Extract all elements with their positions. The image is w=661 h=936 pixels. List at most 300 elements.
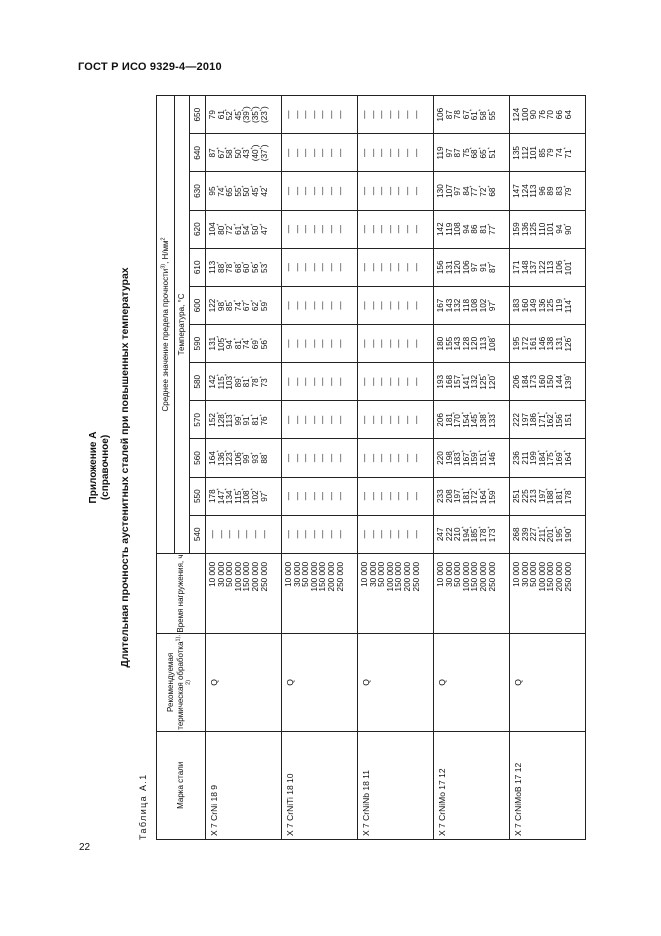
strength-value: 79 <box>546 148 556 158</box>
strength-values-cell <box>358 325 434 363</box>
strength-value: — <box>335 453 345 463</box>
strength-value: — <box>233 530 243 539</box>
strength-value: — <box>318 110 328 119</box>
strength-value: — <box>335 148 345 157</box>
strength-value: — <box>335 301 345 310</box>
strength-value: — <box>284 530 293 539</box>
strength-value: 50* <box>250 223 260 235</box>
strength-value: — <box>411 530 421 539</box>
strength-value: 85* <box>224 299 235 312</box>
strength-value: (37*) <box>258 144 269 162</box>
strength-values-cell <box>510 286 586 324</box>
strength-value: — <box>377 186 387 196</box>
strength-value: 125 <box>529 222 539 237</box>
strength-values-cell <box>434 515 510 553</box>
loading-time-value: 250 000 <box>259 561 269 592</box>
strength-value: — <box>368 148 378 157</box>
strength-value: 94 <box>554 224 564 234</box>
strength-value: — <box>284 225 293 234</box>
strength-value: 197 <box>520 413 530 427</box>
col-header-time: Время нагружения, ч <box>157 553 206 633</box>
loading-time-value: 250 000 <box>563 561 573 592</box>
strength-value: 135 <box>512 146 521 160</box>
strength-values-cell <box>434 325 510 363</box>
strength-value: 190* <box>562 526 573 543</box>
strength-value: — <box>368 263 378 272</box>
loading-time-value: 150 000 <box>470 561 480 592</box>
strength-value: 157 <box>453 374 463 389</box>
strength-value: — <box>318 148 328 157</box>
strength-value: 185* <box>469 526 480 543</box>
strength-value: 101* <box>562 259 573 276</box>
strength-value: — <box>292 110 302 119</box>
strength-values-cell <box>206 401 282 439</box>
strength-value: — <box>292 415 302 424</box>
strength-value: — <box>394 225 404 234</box>
strength-value: — <box>394 110 404 119</box>
strength-value: 112 <box>520 146 530 160</box>
strength-value: — <box>360 415 369 424</box>
strength-value: — <box>242 530 252 539</box>
strength-value: 159* <box>486 488 497 505</box>
strength-value: 56* <box>250 261 260 273</box>
strength-value: — <box>394 263 404 272</box>
strength-value: — <box>301 186 311 196</box>
strength-value: 222 <box>512 413 521 427</box>
strength-values-cell <box>434 96 510 134</box>
strength-value: — <box>301 148 311 157</box>
strength-value: 105* <box>215 335 226 352</box>
strength-value: 68* <box>486 185 497 197</box>
loading-time-cell <box>434 553 510 633</box>
strength-value: 77* <box>469 185 480 197</box>
strength-value: 159 <box>512 222 521 237</box>
strength-value: 72* <box>478 185 488 197</box>
strength-value: — <box>394 148 404 157</box>
strength-value: 180 <box>436 336 445 351</box>
strength-value: — <box>377 492 387 501</box>
strength-value: 110 <box>537 222 547 236</box>
strength-value: — <box>368 530 378 539</box>
strength-values-cell <box>510 172 586 210</box>
strength-value: — <box>326 186 336 196</box>
strength-value: 175* <box>545 450 556 466</box>
strength-value: 160 <box>520 298 530 313</box>
strength-value: 208 <box>444 489 454 503</box>
strength-value: — <box>326 415 336 424</box>
loading-time-value: 150 000 <box>394 561 404 592</box>
temperature-header-cell: 650 <box>190 96 206 134</box>
strength-value: 145* <box>469 411 480 428</box>
strength-value: 51* <box>486 147 497 159</box>
strength-value: — <box>309 377 319 386</box>
loading-time-value: 10 000 <box>436 561 445 587</box>
strength-value: 211 <box>520 451 530 465</box>
strength-value: — <box>318 301 328 310</box>
strength-value: 55* <box>486 109 497 121</box>
strength-values-cell <box>206 439 282 477</box>
strength-value: 162* <box>545 411 556 428</box>
strength-value: 184* <box>537 450 547 466</box>
strength-values-cell <box>510 134 586 172</box>
strength-values-cell <box>358 401 434 439</box>
strength-values-cell <box>434 401 510 439</box>
strength-value: — <box>411 263 421 272</box>
strength-value: 56* <box>258 337 269 350</box>
appendix-heading <box>88 95 112 840</box>
strength-value: 268 <box>512 527 521 542</box>
strength-value: — <box>309 110 319 119</box>
strength-values-cell <box>358 363 434 401</box>
strength-value: 93* <box>250 452 260 464</box>
strength-value: — <box>326 301 336 310</box>
strength-value: — <box>318 453 328 463</box>
strength-value: — <box>326 225 336 234</box>
strength-value: — <box>292 225 302 234</box>
strength-value: 108 <box>453 222 463 237</box>
strength-value: 147* <box>215 488 226 505</box>
strength-value: — <box>402 453 412 463</box>
strength-value: — <box>394 301 404 310</box>
strength-value: 91 <box>478 262 488 272</box>
strength-value: 78* <box>250 376 260 388</box>
strength-value: — <box>318 415 328 424</box>
strength-values-cell <box>510 325 586 363</box>
strength-value: 120 <box>470 336 480 351</box>
strength-value: 143 <box>453 336 463 351</box>
strength-value: 181 <box>444 413 454 427</box>
strength-value: — <box>411 225 421 234</box>
temperature-header-cell: 600 <box>190 286 206 324</box>
strength-value: — <box>318 377 328 386</box>
strength-value: 43* <box>241 147 252 159</box>
strength-value: 236 <box>512 451 521 465</box>
strength-values-cell <box>358 439 434 477</box>
strength-value: 167 <box>436 298 445 313</box>
strength-value: — <box>402 339 412 348</box>
strength-value: — <box>385 110 395 119</box>
strength-value: 173* <box>486 526 497 543</box>
strength-value: 146 <box>537 336 547 351</box>
temperature-header-cell: 560 <box>190 439 206 477</box>
strength-value: 131 <box>444 260 454 275</box>
strength-value: — <box>402 186 412 196</box>
strength-value: 90* <box>562 223 573 235</box>
strength-value: 73* <box>258 376 269 388</box>
strength-value: 156* <box>554 411 564 428</box>
strength-value: 89* <box>233 376 243 388</box>
strength-value: 220 <box>436 451 445 465</box>
strength-table <box>156 95 586 840</box>
col-header-grade: Марка стали <box>157 731 206 839</box>
strength-value: 210 <box>453 527 463 542</box>
steel-grade-cell: X 7 CrNiMoB 17 12 <box>510 731 586 839</box>
strength-value: 66 <box>554 110 564 120</box>
strength-value: 81* <box>233 337 243 350</box>
strength-value: — <box>360 530 369 539</box>
strength-table-wrapper <box>156 95 596 840</box>
steel-grade-cell: X 7 CrNiMo 17 12 <box>434 731 510 839</box>
strength-value: 113* <box>224 412 235 428</box>
strength-value: 167* <box>461 450 471 466</box>
strength-value: 95 <box>208 186 217 196</box>
strength-value: — <box>377 377 387 386</box>
strength-values-cell <box>510 96 586 134</box>
strength-value: — <box>360 492 369 501</box>
steel-grade-cell: X 7 CrNiTi 18 10 <box>282 731 358 839</box>
strength-value: — <box>318 263 328 272</box>
strength-value: 132 <box>470 374 480 389</box>
strength-value: 144 <box>554 374 564 389</box>
strength-value: 47* <box>258 223 269 235</box>
strength-value: — <box>411 339 421 348</box>
strength-value: — <box>335 110 345 119</box>
strength-values-cell <box>282 515 358 553</box>
strength-value: 181* <box>554 488 564 505</box>
strength-value: — <box>301 492 311 501</box>
strength-value: — <box>360 301 369 310</box>
strength-value: — <box>284 148 293 157</box>
strength-value: 96 <box>537 186 547 196</box>
strength-value: — <box>309 530 319 539</box>
strength-value: — <box>292 339 302 348</box>
loading-time-value: 100 000 <box>309 561 319 592</box>
strength-value: 74* <box>241 337 252 350</box>
strength-value: 69* <box>250 337 260 350</box>
strength-value: — <box>284 110 293 119</box>
strength-value: — <box>292 301 302 310</box>
strength-values-cell <box>510 439 586 477</box>
strength-value: — <box>385 530 395 539</box>
strength-value: 194* <box>461 526 471 543</box>
strength-value: 75 <box>461 148 471 158</box>
strength-value: 113 <box>529 184 539 198</box>
strength-value: 101 <box>529 146 539 160</box>
strength-values-cell <box>206 477 282 515</box>
strength-value: (23*) <box>258 106 269 124</box>
strength-value: 102 <box>478 298 488 313</box>
strength-value: — <box>259 530 269 539</box>
strength-value: 137 <box>529 260 539 275</box>
strength-value: — <box>335 415 345 424</box>
loading-time-value: 10 000 <box>208 561 217 587</box>
strength-value: — <box>402 530 412 539</box>
strength-value: 188* <box>545 488 556 505</box>
heat-treatment-cell: Q <box>206 634 282 731</box>
strength-value: — <box>377 453 387 463</box>
strength-values-cell <box>282 172 358 210</box>
strength-value: 225 <box>520 489 530 503</box>
strength-value: — <box>318 530 328 539</box>
strength-value: — <box>216 530 226 539</box>
strength-value: 87 <box>208 148 217 158</box>
strength-value: — <box>360 339 369 348</box>
strength-value: — <box>326 453 336 463</box>
strength-value: — <box>309 186 319 196</box>
strength-values-cell <box>358 210 434 248</box>
strength-value: 97 <box>453 186 463 196</box>
loading-time-value: 250 000 <box>411 561 421 592</box>
strength-value: 99* <box>233 414 243 426</box>
strength-value: 87 <box>444 110 454 120</box>
loading-time-value: 50 000 <box>529 561 539 587</box>
strength-value: 130 <box>436 184 445 198</box>
strength-value: — <box>225 530 235 539</box>
strength-value: — <box>402 225 412 234</box>
strength-value: — <box>368 301 378 310</box>
strength-value: — <box>309 453 319 463</box>
strength-values-cell <box>206 96 282 134</box>
strength-value: — <box>360 186 369 196</box>
loading-time-value: 100 000 <box>461 561 471 592</box>
strength-value: 106* <box>233 450 243 466</box>
strength-value: — <box>402 110 412 119</box>
strength-value: 178* <box>478 526 488 543</box>
strength-value: 99* <box>241 452 252 464</box>
strength-value: 67* <box>241 299 252 312</box>
steel-grade-row <box>434 96 510 840</box>
strength-value: — <box>360 225 369 234</box>
strength-value: 125 <box>546 298 556 313</box>
strength-value: — <box>335 530 345 539</box>
strength-value: — <box>309 492 319 501</box>
strength-value: 172* <box>469 488 480 505</box>
strength-value: 136* <box>215 450 226 466</box>
strength-values-cell <box>358 96 434 134</box>
strength-value: 97* <box>486 299 497 312</box>
strength-value: 143 <box>444 298 454 313</box>
strength-value: — <box>377 530 387 539</box>
strength-value: — <box>301 339 311 348</box>
page-number: 22 <box>79 842 91 853</box>
strength-value: 113 <box>208 260 217 274</box>
strength-values-cell <box>510 248 586 286</box>
loading-time-value: 50 000 <box>301 561 311 587</box>
strength-value: — <box>360 453 369 463</box>
strength-value: — <box>301 453 311 463</box>
strength-value: 199 <box>529 451 539 465</box>
strength-value: 146* <box>486 450 497 466</box>
strength-values-cell <box>282 134 358 172</box>
strength-value: 100 <box>520 107 530 122</box>
strength-value: 154* <box>461 411 471 428</box>
strength-value: — <box>377 110 387 119</box>
strength-values-cell <box>434 286 510 324</box>
strength-value: 79* <box>562 185 573 197</box>
strength-value: — <box>385 453 395 463</box>
strength-value: 97 <box>444 148 454 158</box>
strength-value: 108 <box>470 298 480 313</box>
strength-value: 115* <box>233 488 243 504</box>
strength-value: 119 <box>444 222 454 236</box>
strength-value: — <box>284 453 293 463</box>
strength-value: 195 <box>512 336 521 351</box>
strength-value: 45* <box>250 185 260 197</box>
strength-value: — <box>292 186 302 196</box>
strength-value: 142 <box>208 374 217 389</box>
strength-value: — <box>411 301 421 310</box>
strength-value: 164* <box>478 488 488 505</box>
loading-time-value: 10 000 <box>512 561 521 587</box>
strength-value: 213 <box>529 489 539 503</box>
strength-values-cell <box>282 363 358 401</box>
strength-value: 74* <box>215 185 226 197</box>
strength-value: 181* <box>461 488 471 505</box>
strength-value: — <box>385 148 395 157</box>
loading-time-cell <box>206 553 282 633</box>
strength-value: 114* <box>562 297 573 314</box>
loading-time-value: 100 000 <box>385 561 395 592</box>
strength-value: 81* <box>241 376 252 388</box>
strength-value: — <box>368 415 378 424</box>
strength-value: 94 <box>461 224 471 234</box>
strength-value: 131 <box>208 336 217 351</box>
strength-value: 78 <box>453 110 463 120</box>
strength-value: 197 <box>453 489 463 503</box>
strength-value: — <box>377 415 387 424</box>
strength-value: — <box>318 225 328 234</box>
strength-value: — <box>394 530 404 539</box>
loading-time-value: 30 000 <box>520 561 530 587</box>
strength-value: — <box>301 110 311 119</box>
strength-value: — <box>335 492 345 501</box>
heat-treatment-cell: Q <box>358 634 434 731</box>
strength-value: — <box>385 263 395 272</box>
strength-value: 227 <box>529 527 539 542</box>
strength-value: — <box>368 110 378 119</box>
strength-value: 151 <box>563 413 573 427</box>
temperature-header-cell: 580 <box>190 363 206 401</box>
strength-value: 161 <box>529 336 539 351</box>
strength-value: — <box>377 225 387 234</box>
strength-value: 239 <box>520 527 530 542</box>
strength-value: — <box>360 110 369 119</box>
strength-values-cell <box>206 363 282 401</box>
strength-value: — <box>402 301 412 310</box>
strength-value: 81 <box>478 224 488 234</box>
strength-value: 85 <box>537 148 547 158</box>
strength-value: — <box>411 186 421 196</box>
strength-value: — <box>292 263 302 272</box>
strength-value: — <box>309 301 319 310</box>
strength-value: — <box>402 415 412 424</box>
strength-values-cell <box>358 286 434 324</box>
strength-value: 61* <box>469 109 480 121</box>
strength-value: — <box>326 530 336 539</box>
strength-value: 67 <box>461 110 471 120</box>
loading-time-value: 200 000 <box>478 561 488 592</box>
temperature-header-cell: 610 <box>190 248 206 286</box>
strength-value: — <box>402 263 412 272</box>
strength-value: 58* <box>224 147 235 159</box>
strength-values-cell <box>358 515 434 553</box>
table-title: Длительная прочность аустенитных сталей при повышенных температурах <box>119 267 131 668</box>
strength-value: — <box>292 377 302 386</box>
strength-value: 133* <box>486 411 497 428</box>
strength-value: 178 <box>208 489 217 503</box>
strength-value: — <box>326 263 336 272</box>
strength-value: 150 <box>546 374 556 389</box>
strength-value: 124 <box>512 107 521 122</box>
strength-value: 159* <box>469 450 480 466</box>
strength-value: — <box>284 492 293 501</box>
strength-value: — <box>301 415 311 424</box>
strength-value: 86 <box>470 224 480 234</box>
steel-grade-row <box>282 96 358 840</box>
strength-value: 139* <box>562 373 573 390</box>
strength-value: 155 <box>444 336 454 351</box>
loading-time-cell <box>282 553 358 633</box>
